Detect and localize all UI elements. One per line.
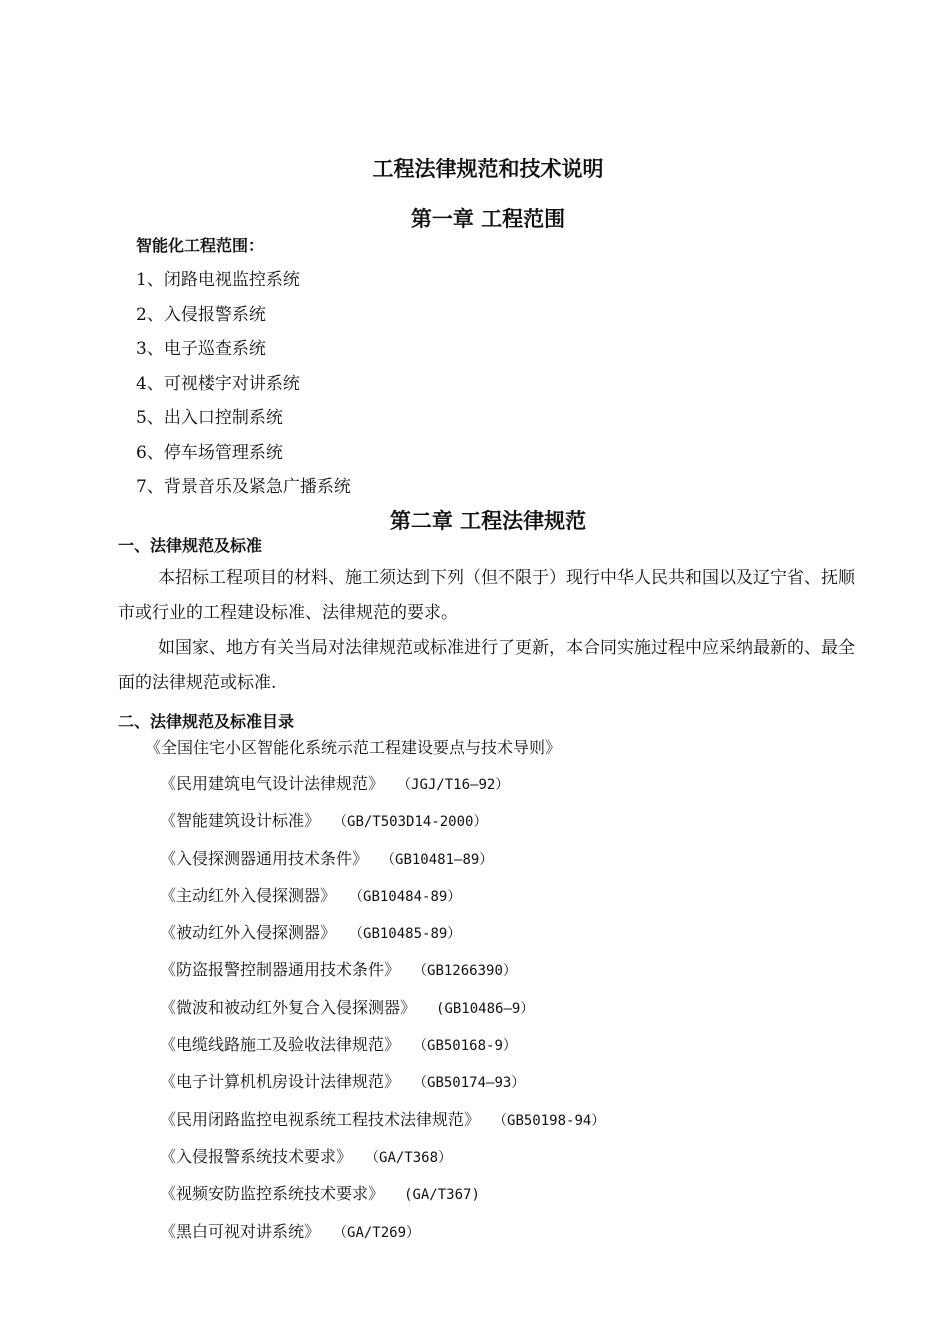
chapter-1-title: 第一章 工程范围 [410, 207, 566, 231]
standard-item [160, 957, 517, 980]
standard-name: 《被动红外入侵探测器》 [160, 923, 337, 942]
standard-name: 《入侵探测器通用技术条件》 [160, 849, 369, 868]
standard-code: （GB/T503D14-2000） [340, 814, 488, 830]
standard-item [160, 771, 509, 794]
paragraph-1: 本招标工程项目的材料、施工须达到下列（但不限于）现行中华人民共和国以及辽宁省、抚顺市或行业的工程建设标准、法律规范的要求。 [118, 568, 855, 623]
standard-code: （GB1266390） [420, 963, 517, 979]
scope-item: 2、入侵报警系统 [136, 305, 266, 325]
standard-name: 《微波和被动红外复合入侵探测器》 [160, 998, 417, 1017]
standard-item [160, 883, 461, 906]
chapter-2-title: 第二章 工程法律规范 [389, 509, 587, 533]
standard-code: （GB50168-9） [420, 1038, 517, 1054]
standard-code: （JGJ/T16—92） [404, 777, 510, 793]
standard-code: （GB10484-89） [356, 889, 462, 905]
scope-heading: 智能化工程范围： [136, 236, 265, 255]
standard-code: (GB10486—9） [436, 1001, 535, 1017]
standard-item [160, 1181, 480, 1204]
standard-item [160, 1107, 605, 1130]
standard-name: 《电子计算机机房设计法律规范》 [160, 1072, 401, 1091]
standard-code: （GB10485-89） [356, 926, 462, 942]
standard-name: 《黑白可视对讲系统》 [160, 1222, 321, 1241]
standard-code: （GB50198-94） [500, 1113, 606, 1129]
standard-item [160, 1219, 420, 1242]
standard-name: 《民用闭路监控电视系统工程技术法律规范》 [160, 1110, 481, 1129]
standard-name: 《智能建筑设计标准》 [160, 811, 321, 830]
standard-item [160, 808, 487, 831]
scope-item: 7、背景音乐及紧急广播系统 [136, 477, 351, 497]
standard-item [160, 1069, 525, 1092]
standards-lead: 《全国住宅小区智能化系统示范工程建设要点与技术导则》 [145, 738, 562, 757]
standard-name: 《视频安防监控系统技术要求》 [160, 1184, 385, 1203]
section-2-heading: 二、法律规范及标准目录 [118, 712, 295, 731]
standard-code: （GB50174—93） [420, 1075, 526, 1091]
standard-code: （GA/T269） [340, 1225, 421, 1241]
standard-name: 《防盗报警控制器通用技术条件》 [160, 960, 401, 979]
document-title: 工程法律规范和技术说明 [372, 157, 604, 181]
standard-name: 《民用建筑电气设计法律规范》 [160, 774, 385, 793]
standard-item [160, 995, 534, 1018]
scope-item: 3、电子巡查系统 [136, 339, 266, 359]
scope-item: 1、闭路电视监控系统 [136, 270, 300, 290]
scope-item: 5、出入口控制系统 [136, 408, 283, 428]
standard-name: 《入侵报警系统技术要求》 [160, 1147, 353, 1166]
standard-item [160, 1032, 517, 1055]
standard-item [160, 1144, 452, 1167]
scope-item: 4、可视楼宇对讲系统 [136, 374, 300, 394]
paragraph-2: 如国家、地方有关当局对法律规范或标准进行了更新，本合同实施过程中应采纳最新的、最全面的法律规范或标准. [118, 638, 855, 693]
section-1-heading: 一、法律规范及标准 [118, 536, 263, 555]
standard-name: 《电缆线路施工及验收法律规范》 [160, 1035, 401, 1054]
standard-code: (GA/T367) [404, 1187, 480, 1203]
scope-item: 6、停车场管理系统 [136, 443, 283, 463]
standard-code: （GB10481—89） [388, 852, 494, 868]
standard-code: （GA/T368） [372, 1150, 453, 1166]
standard-name: 《主动红外入侵探测器》 [160, 886, 337, 905]
standard-item [160, 920, 461, 943]
standard-item [160, 846, 493, 869]
